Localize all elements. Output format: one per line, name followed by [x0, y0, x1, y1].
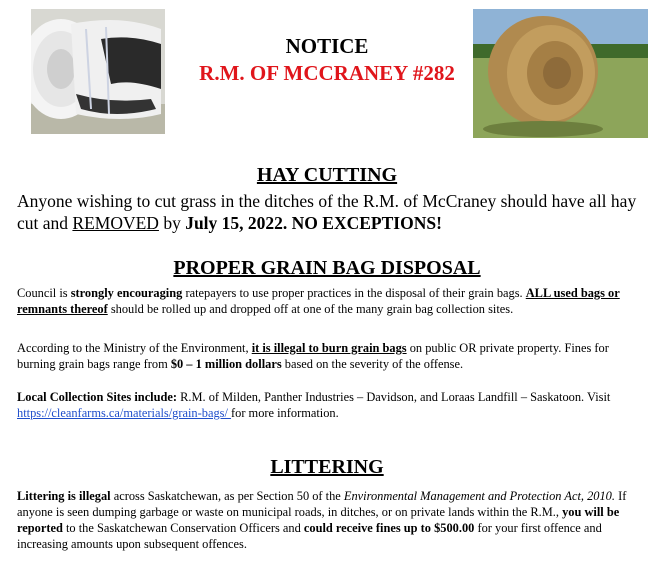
grain-bag-heading: PROPER GRAIN BAG DISPOSAL — [173, 257, 481, 279]
grain-p2-a: According to the Ministry of the Environment, — [17, 341, 252, 355]
rm-name-title: R.M. OF MCCRANEY #282 — [199, 61, 455, 85]
littering-heading: LITTERING — [270, 456, 384, 478]
removed-text: REMOVED — [72, 213, 159, 233]
notice-title: NOTICE — [285, 34, 369, 58]
grain-p3-c: for more information. — [231, 406, 339, 420]
litter-h: for your first offence and increasing amounts upon subsequent offences. — [17, 521, 602, 551]
grain-p3-a: Local Collection Sites include: — [17, 390, 178, 404]
grain-p1-e: should be rolled up and dropped off at one of the many grain bag collection sites. — [107, 302, 514, 316]
grain-p1-b: strongly encouraging — [70, 286, 183, 300]
litter-d: If anyone is seen dumping garbage or waste on municipal roads, in ditches, or on private lands within the R.M., — [17, 489, 627, 519]
cleanfarms-link[interactable]: https://cleanfarms.ca/materials/grain-bags/ — [17, 406, 232, 420]
litter-e: you will be reported — [17, 505, 620, 535]
grain-paragraph-2 — [17, 340, 642, 372]
grain-p2-e: based on the severity of the offense. — [281, 357, 464, 371]
litter-b: across Saskatchewan, as per Section 50 of the — [110, 489, 344, 503]
litter-a: Littering is illegal — [17, 489, 111, 503]
grain-p3-b: R.M. of Milden, Panther Industries – Davidson, and Loraas Landfill – Saskatoon. Visit — [177, 390, 611, 404]
grain-p2-b: it is illegal to burn grain bags — [251, 341, 407, 355]
hay-cutting-paragraph — [17, 190, 642, 234]
litter-g: could receive fines up to $500.00 — [303, 521, 475, 535]
hay-by-text: by — [158, 213, 186, 233]
no-exceptions-text: NO EXCEPTIONS! — [291, 213, 442, 233]
grain-p2-c: on public OR private property. Fines for burning grain bags range from — [17, 341, 609, 371]
grain-p1-d: ALL used bags or remnants thereof — [17, 286, 620, 316]
litter-act-title: Environmental Management and Protection Act, 2010. — [343, 489, 615, 503]
littering-paragraph — [17, 488, 642, 552]
grain-paragraph-3 — [17, 389, 642, 421]
hay-deadline: July 15, 2022 — [185, 213, 283, 233]
grain-paragraph-1 — [17, 285, 642, 317]
grain-p1-c: ratepayers to use proper practices in the disposal of their grain bags. — [182, 286, 526, 300]
grain-p1-a: Council is — [17, 286, 71, 300]
litter-f: to the Saskatchewan Conservation Officers and — [62, 521, 304, 535]
hay-text: Anyone wishing to cut grass in the ditches of the R.M. of McCraney should have all hay cut and — [17, 191, 637, 233]
hay-cutting-heading: HAY CUTTING — [256, 164, 398, 186]
hay-sep: . — [282, 213, 292, 233]
grain-p2-d: $0 – 1 million dollars — [170, 357, 282, 371]
